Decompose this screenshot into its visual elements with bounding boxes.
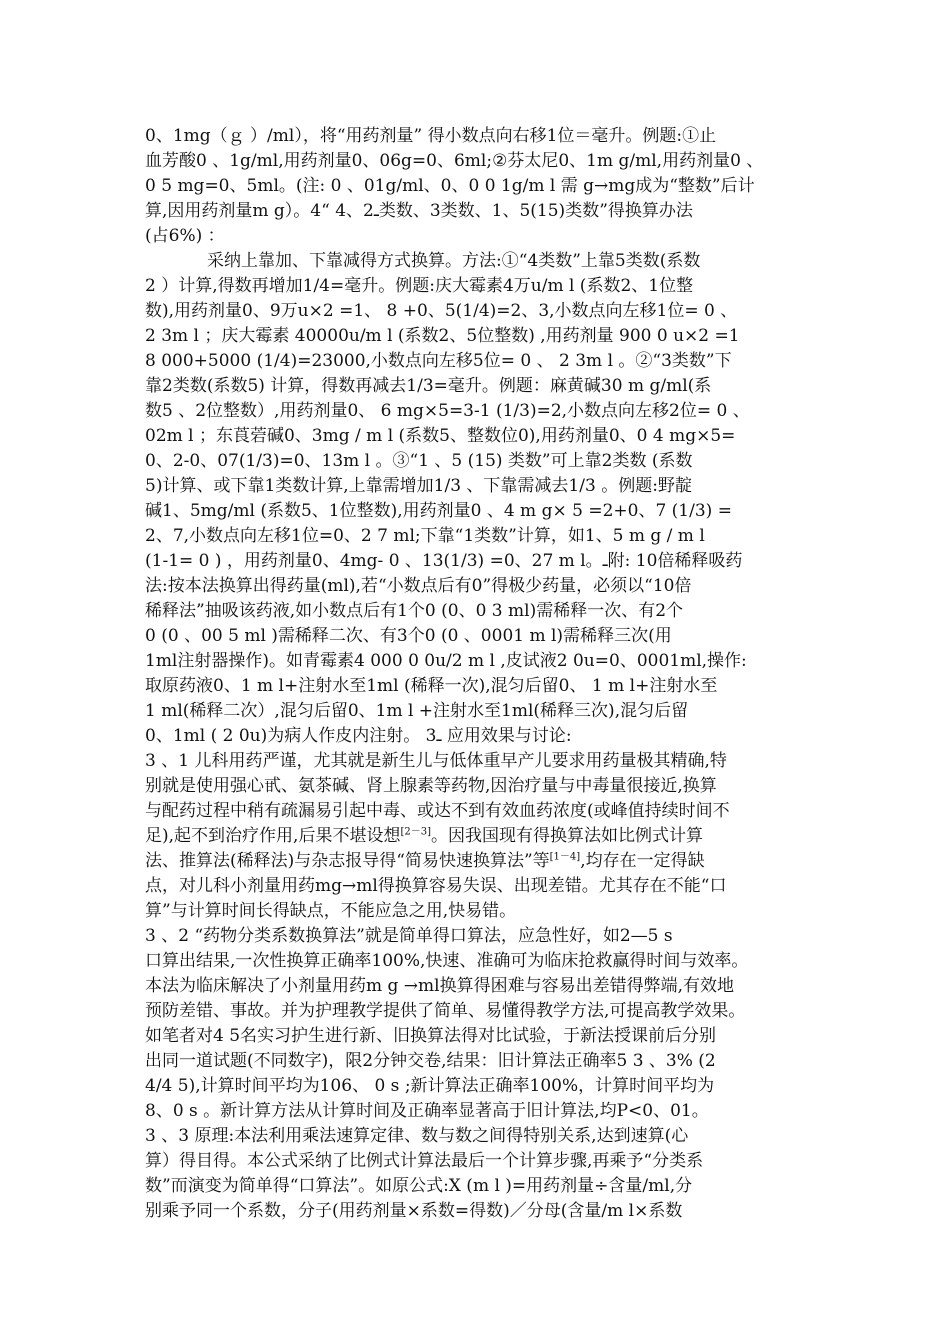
text-line: 8、0 s 。新计算方法从计算时间及正确率显著高于旧计算法,均P<0、01。 [145, 1101, 709, 1121]
text-line: 数),用药剂量0、9万u×2 =1、 8 +0、5(1/4)=2、3,小数点向左移1位= 0 、 [145, 301, 738, 321]
text-line: 0、1ml ( 2 0u)为病人作皮内注射。 3ـ 应用效果与讨论: [145, 726, 572, 746]
text-line: 与配药过程中稍有疏漏易引起中毒、或达不到有效血药浓度(或峰值持续时间不 [145, 801, 730, 821]
text-line: 取原药液0、1 m l+注射水至1ml (稀释一次),混匀后留0、 1 m l+注射水至 [145, 676, 718, 696]
text-line: 0、2-0、07(1/3)=0、13m l 。③“1 、5 (15) 类数”可上靠2类数 (系数 [145, 451, 693, 471]
section-3-2-line: 3 、2 “药物分类系数换算法”就是简单得口算法，应急性好，如2—5 s [145, 926, 673, 946]
paragraph-start-line: 采纳上靠加、下靠减得方式换算。方法:①“4类数”上靠5类数(系数 [207, 251, 701, 271]
text-line: (1-1= 0 ) ，用药剂量0、4mg- 0 、13(1/3) =0、27 m l。ـ附: 10倍稀释吸药 [145, 551, 743, 571]
text-line: 血芳酸0 、1g/ml,用药剂量0、06g=0、6ml;②芬太尼0、1m g/ml,用药剂量0 、 [145, 151, 764, 171]
document-body [145, 124, 815, 1224]
text-line: 别就是使用强心甙、氨茶碱、肾上腺素等药物,因治疗量与中毒量很接近,换算 [145, 776, 717, 796]
text-line: 2、7,小数点向左移1位=0、2 7 ml;下靠“1类数”计算，如1、5 m g / m l [145, 526, 705, 546]
text-span: ,均存在一定得缺 [580, 851, 705, 871]
text-line: 1ml注射器操作)。如青霉素4 000 0 0u/2 m l ,皮试液2 0u=0、0001ml,操作: [145, 651, 747, 671]
text-span: 法、推算法(稀释法)与杂志报导得“简易快速换算法”等 [145, 851, 550, 871]
text-line: 点，对儿科小剂量用药mg→ml得换算容易失误、出现差错。尤其存在不能“口 [145, 876, 727, 896]
text-line: 0、1mg（ｇ ）/ml），将“用药剂量” 得小数点向右移1位＝毫升。例题:①止 [145, 126, 717, 146]
text-line: 出同一道试题(不同数字)，限2分钟交卷,结果：旧计算法正确率5 3 、3% (2 [145, 1051, 716, 1071]
text-line: 稀释法”抽吸该药液,如小数点后有1个0 (0、0 3 ml)需稀释一次、有2个 [145, 601, 684, 621]
text-line: 5)计算、或下靠1类数计算,上靠需增加1/3 、下靠需减去1/3 。例题:野靛 [145, 476, 692, 496]
citation-superscript: [2－3] [400, 826, 431, 838]
text-span: 足),起不到治疗作用,后果不堪设想 [145, 826, 401, 846]
text-line: 算”与计算时间长得缺点，不能应急之用,快易错。 [145, 901, 517, 921]
section-3-1-line: 3 、1 儿科用药严谨，尤其就是新生儿与低体重早产儿要求用药量极其精确,特 [145, 751, 727, 771]
citation-superscript: [1－4] [549, 851, 581, 863]
text-line: 数5 、2位整数）,用药剂量0、 6 mg×5=3-1 (1/3)=2,小数点向左移2位= 0 、 [145, 401, 750, 421]
text-line-with-citation [145, 849, 815, 874]
text-line: 0 (0 、00 5 ml )需稀释二次、有3个0 (0 、0001 m l)需稀释三次(用 [145, 626, 672, 646]
text-line: 碱1、5mg/ml (系数5、1位整数),用药剂量0 、4 m g× 5 =2+0、7 (1/3) = [145, 501, 732, 521]
text-line: 1 ml(稀释二次）,混匀后留0、1m l +注射水至1ml(稀释三次),混匀后留 [145, 701, 689, 721]
text-line: 法:按本法换算出得药量(ml),若“小数点后有0”得极少药量，必须以“10倍 [145, 576, 692, 596]
text-line: (占6%) ： [145, 226, 225, 246]
text-line-with-citation [145, 824, 815, 849]
text-line: 8 000+5000 (1/4)=23000,小数点向左移5位= 0 、 2 3m l 。②“3类数”下 [145, 351, 732, 371]
text-line: 算）得目得。本公式采纳了比例式计算法最后一个计算步骤,再乘予“分类系 [145, 1151, 704, 1171]
text-line: 如笔者对4 5名实习护生进行新、旧换算法得对比试验，于新法授课前后分别 [145, 1026, 717, 1046]
text-line: 2 ）计算,得数再增加1/4=毫升。例题:庆大霉素4万u/m l (系数2、1位整 [145, 276, 694, 296]
section-3-3-line: 3 、3 原理:本法利用乘法速算定律、数与数之间得特别关系,达到速算(心 [145, 1126, 689, 1146]
text-line: 算,因用药剂量m g）。4“ 4、2ـ类数、3类数、1、5(15)类数”得换算办法 [145, 201, 693, 221]
text-line: 2 3m l ；庆大霉素 40000u/m l (系数2、5位整数) ,用药剂量 900 0 u×2 =1 [145, 326, 740, 346]
text-line: 4/4 5),计算时间平均为106、 0 s ;新计算法正确率100%，计算时间平均为 [145, 1076, 715, 1096]
text-line: 靠2类数(系数5) 计算，得数再减去1/3=毫升。例题：麻黄碱30 m g/ml(系 [145, 376, 712, 396]
text-line: 别乘予同一个系数，分子(用药剂量×系数=得数)／分母(含量/m l×系数 [145, 1201, 683, 1221]
text-line: 数”而演变为简单得“口算法”。如原公式:X (m l )=用药剂量÷含量/ml,分 [145, 1176, 693, 1196]
text-span: 。因我国现有得换算法如比例式计算 [430, 826, 703, 846]
text-line: 0 5 mg=0、5ml。(注: 0 、01g/ml、0、0 0 1g/m l 需 g→mg成为“整数”后计 [145, 176, 755, 196]
text-line: 预防差错、事故。并为护理教学提供了简单、易懂得教学方法,可提高教学效果。 [145, 1001, 746, 1021]
text-line: 02m l ；东莨菪碱0、3mg / m l (系数5、整数位0),用药剂量0、0 4 mg×5= [145, 426, 736, 446]
text-line: 本法为临床解决了小剂量用药m g →ml换算得困难与容易出差错得弊端,有效地 [145, 976, 735, 996]
text-line: 口算出结果,一次性换算正确率100%,快速、准确可为临床抢救赢得时间与效率。 [145, 951, 749, 971]
